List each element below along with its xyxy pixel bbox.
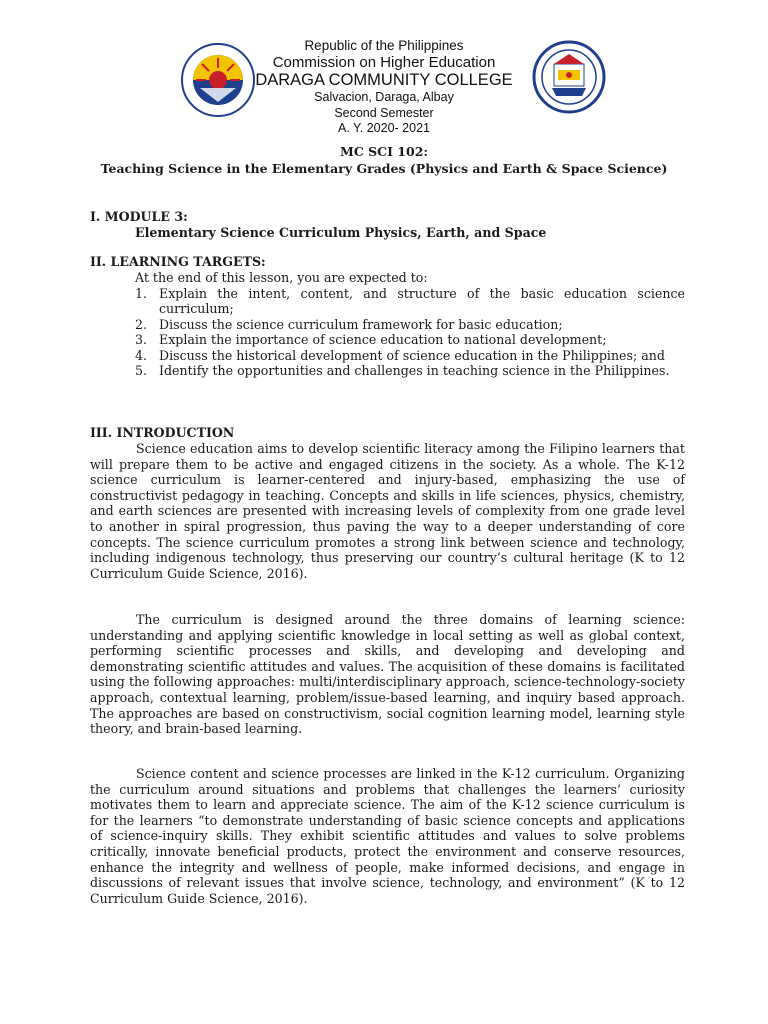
ched-line: Commission on Higher Education [272, 54, 496, 71]
introduction-paragraph: Science education aims to develop scientific literacy among the Filipino learners that will prepare them to be active and engaged citizens in the society. As a whole. The K-12 science curriculum is learner-centered and injury-based, emphasizing the use of constructivist pedagogy in teaching. Concepts and skills in life sciences, physics, chemistry, and earth sciences are presented with increasing levels of complexity from one grade level to another in spiral progression, thus paving the way to a deeper understanding of core concepts. The science curriculum promotes a strong link between science and technology, including indigenous technology, thus preserving our country’s cultural heritage (K to 12 Curriculum Guide Science, 2016). [90, 441, 685, 581]
academic-year: A. Y. 2020- 2021 [338, 121, 430, 135]
course-code: MC SCI 102: [339, 144, 429, 159]
course-title: Teaching Science in the Elementary Grades (Physics and Earth & Space Science) [100, 161, 668, 176]
introduction-paragraph: Science content and science processes are linked in the K-12 curriculum. Organizing the curriculum around situations and problems that challenges the learners’ curiosity motivates them to learn and appreciate science. The aim of the K-12 science curriculum is for the learners “to demonstrate understanding of basic science concepts and applications of science-inquiry skills. They exhibit scientific attitudes and values to solve problems critically, innovate beneficial products, protect the environment and conserve resources, enhance the integrity and wellness of people, make informed decisions, and engage in discussions of relevant issues that involve science, technology, and environment” (K to 12 Curriculum Guide Science, 2016). [90, 766, 685, 906]
letterhead-text [240, 36, 528, 137]
college-seal-logo [532, 40, 606, 114]
list-item: 4. Discuss the historical development of science education in the Philippines; and [135, 347, 665, 363]
introduction-paragraph: The curriculum is designed around the three domains of learning science: understanding and applying scientific knowledge in local setting as well as global context, performing scientific processes and skills, and developing and developing and demonstrating scientific attitudes and values. The acquisition of these domains is facilitated using the following approaches: multi/interdisciplinary approach, science-technology-society approach, contextual learning, problem/issue-based learning, and inquiry based approach. The approaches are based on constructivism, social cognition learning model, learning style theory, and brain-based learning. [90, 612, 685, 737]
semester-line: Second Semester [334, 105, 434, 120]
module-subtitle: Elementary Science Curriculum Physics, Earth, and Space [135, 225, 547, 240]
list-item: 1. Explain the intent, content, and structure of the basic education science curriculum; [135, 286, 685, 317]
module-heading: I. MODULE 3: [90, 209, 188, 224]
learning-targets-intro: At the end of this lesson, you are expected to: [135, 270, 428, 285]
list-item: 5. Identify the opportunities and challenges in teaching science in the Philippines. [135, 363, 670, 379]
learning-targets-list [135, 286, 685, 378]
introduction-heading: III. INTRODUCTION [90, 425, 235, 440]
college-address: Salvacion, Daraga, Albay [314, 90, 454, 104]
learning-targets-heading: II. LEARNING TARGETS: [90, 254, 266, 269]
list-item: 2. Discuss the science curriculum framework for basic education; [135, 316, 563, 332]
list-item: 3. Explain the importance of science education to national development; [135, 332, 607, 348]
college-name: DARAGA COMMUNITY COLLEGE [255, 71, 513, 89]
republic-line: Republic of the Philippines [304, 38, 464, 53]
letterhead [0, 36, 768, 136]
